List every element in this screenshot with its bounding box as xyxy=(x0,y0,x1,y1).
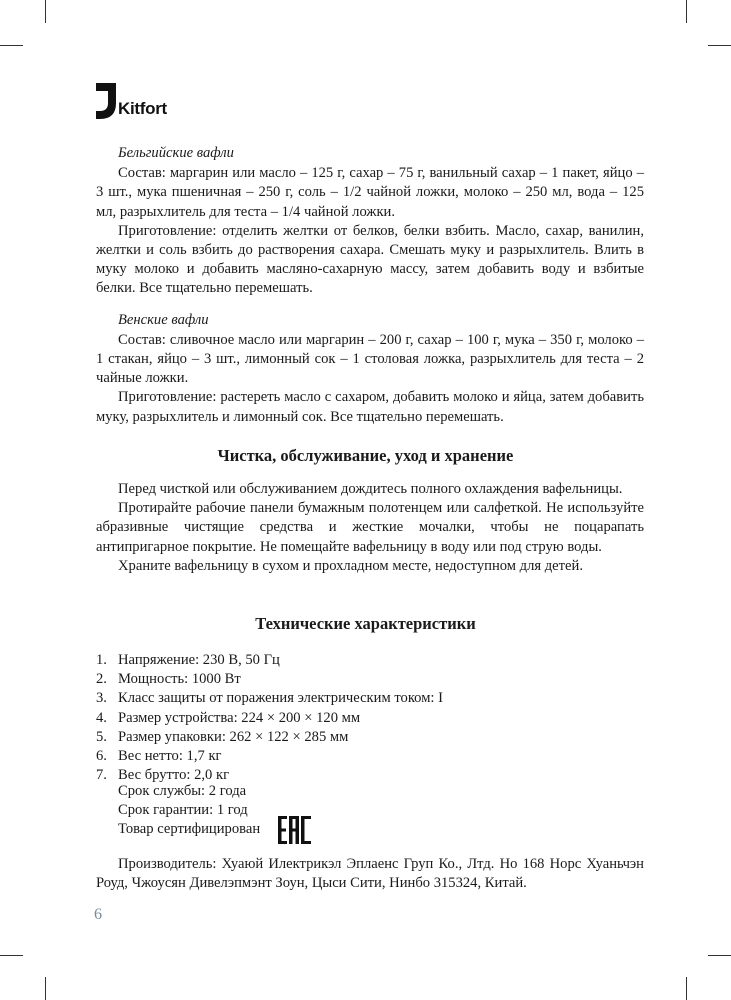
terms-section xyxy=(118,782,260,840)
crop-mark xyxy=(708,45,731,46)
cleaning-p2: Протирайте рабочие панели бумажным полотенцем или салфеткой. Не используйте абразивные чистящие средства и жесткие мочалки, чтобы не поцарапать антипригарное покрытие. Не помещайте вафельницу в воду или под струю воды. xyxy=(96,500,644,555)
crop-mark xyxy=(45,0,46,23)
crop-mark xyxy=(45,977,46,1000)
eac-mark-icon xyxy=(278,814,312,846)
specs-heading: Технические характеристики xyxy=(255,614,476,633)
crop-mark xyxy=(708,955,731,956)
viennese-ingredients: Состав: сливочное масло или маргарин – 200 г, сахар – 100 г, мука – 350 г, молоко – 1 стакан, яйцо – 3 шт., лимонный сок – 1 столовая ложка, разрыхлитель для теста – 2 чайные ложки. xyxy=(96,331,644,387)
cleaning-heading: Чистка, обслуживание, уход и хранение xyxy=(217,446,514,465)
kitfort-logo-icon xyxy=(96,83,116,119)
service-life: Срок службы: 2 года xyxy=(118,783,247,799)
belgian-title: Бельгийские вафли xyxy=(118,145,234,161)
cleaning-p1: Перед чисткой или обслуживанием дождитесь полного охлаждения вафельницы. xyxy=(118,481,623,497)
spec-item: 7. Вес брутто: 2,0 кг xyxy=(96,767,230,784)
viennese-title: Венские вафли xyxy=(118,311,209,328)
crop-mark xyxy=(0,955,23,956)
spec-item: 4. Размер устройства: 224 × 200 × 120 мм xyxy=(96,709,361,726)
crop-mark xyxy=(686,977,687,1000)
spec-item: 1. Напряжение: 230 В, 50 Гц xyxy=(96,652,280,668)
brand-logo xyxy=(96,83,167,119)
recipes-section xyxy=(96,144,644,427)
spec-item: 6. Вес нетто: 1,7 кг xyxy=(96,748,222,765)
crop-mark xyxy=(0,45,23,46)
belgian-ingredients: Состав: маргарин или масло – 125 г, сахар – 75 г, ванильный сахар – 1 пакет, яйцо – 3 шт., мука пшеничная – 250 г, соль – 1/2 чайной ложки, молоко – 250 мл, вода – 125 мл, разрыхлитель для теста – 1/4 чайной ложки. xyxy=(96,165,644,220)
belgian-method: Приготовление: отделить желтки от белков, белки взбить. Масло, сахар, ванилин, желтки и соль взбить до растворения сахара. Смешать муку и разрыхлитель. Влить в муку молоко и добавить масляно-сахарную массу, затем добавить воду и взбитые белки. Все тщательно перемешать. xyxy=(96,222,644,297)
warranty: Срок гарантии: 1 год xyxy=(118,802,248,819)
specs-list xyxy=(96,651,443,785)
crop-mark xyxy=(686,0,687,23)
spec-item: 3. Класс защиты от поражения электрическим током: I xyxy=(96,690,443,707)
spec-item: 2. Мощность: 1000 Вт xyxy=(96,671,241,688)
page-number: 6 xyxy=(94,906,102,923)
manufacturer-text: Производитель: Хуаюй Илектрикэл Эплаенс Груп Ко., Лтд. Но 168 Норс Хуаньчэн Роуд, Чжоусян Дивелэпмэнт Зоун, Цыси Сити, Нинбо 315324, Китай. xyxy=(96,856,644,892)
cleaning-section xyxy=(96,480,644,576)
manufacturer-section xyxy=(96,855,644,893)
cleaning-p3: Храните вафельницу в сухом и прохладном месте, недоступном для детей. xyxy=(118,557,583,574)
brand-name: Kitfort xyxy=(118,99,167,118)
spec-item: 5. Размер упаковки: 262 × 122 × 285 мм xyxy=(96,728,349,745)
viennese-method: Приготовление: растереть масло с сахаром, добавить молоко и яйца, затем добавить муку, разрыхлитель и лимонный сок. Все тщательно перемешать. xyxy=(96,389,644,425)
certified: Товар сертифицирован xyxy=(118,821,261,838)
